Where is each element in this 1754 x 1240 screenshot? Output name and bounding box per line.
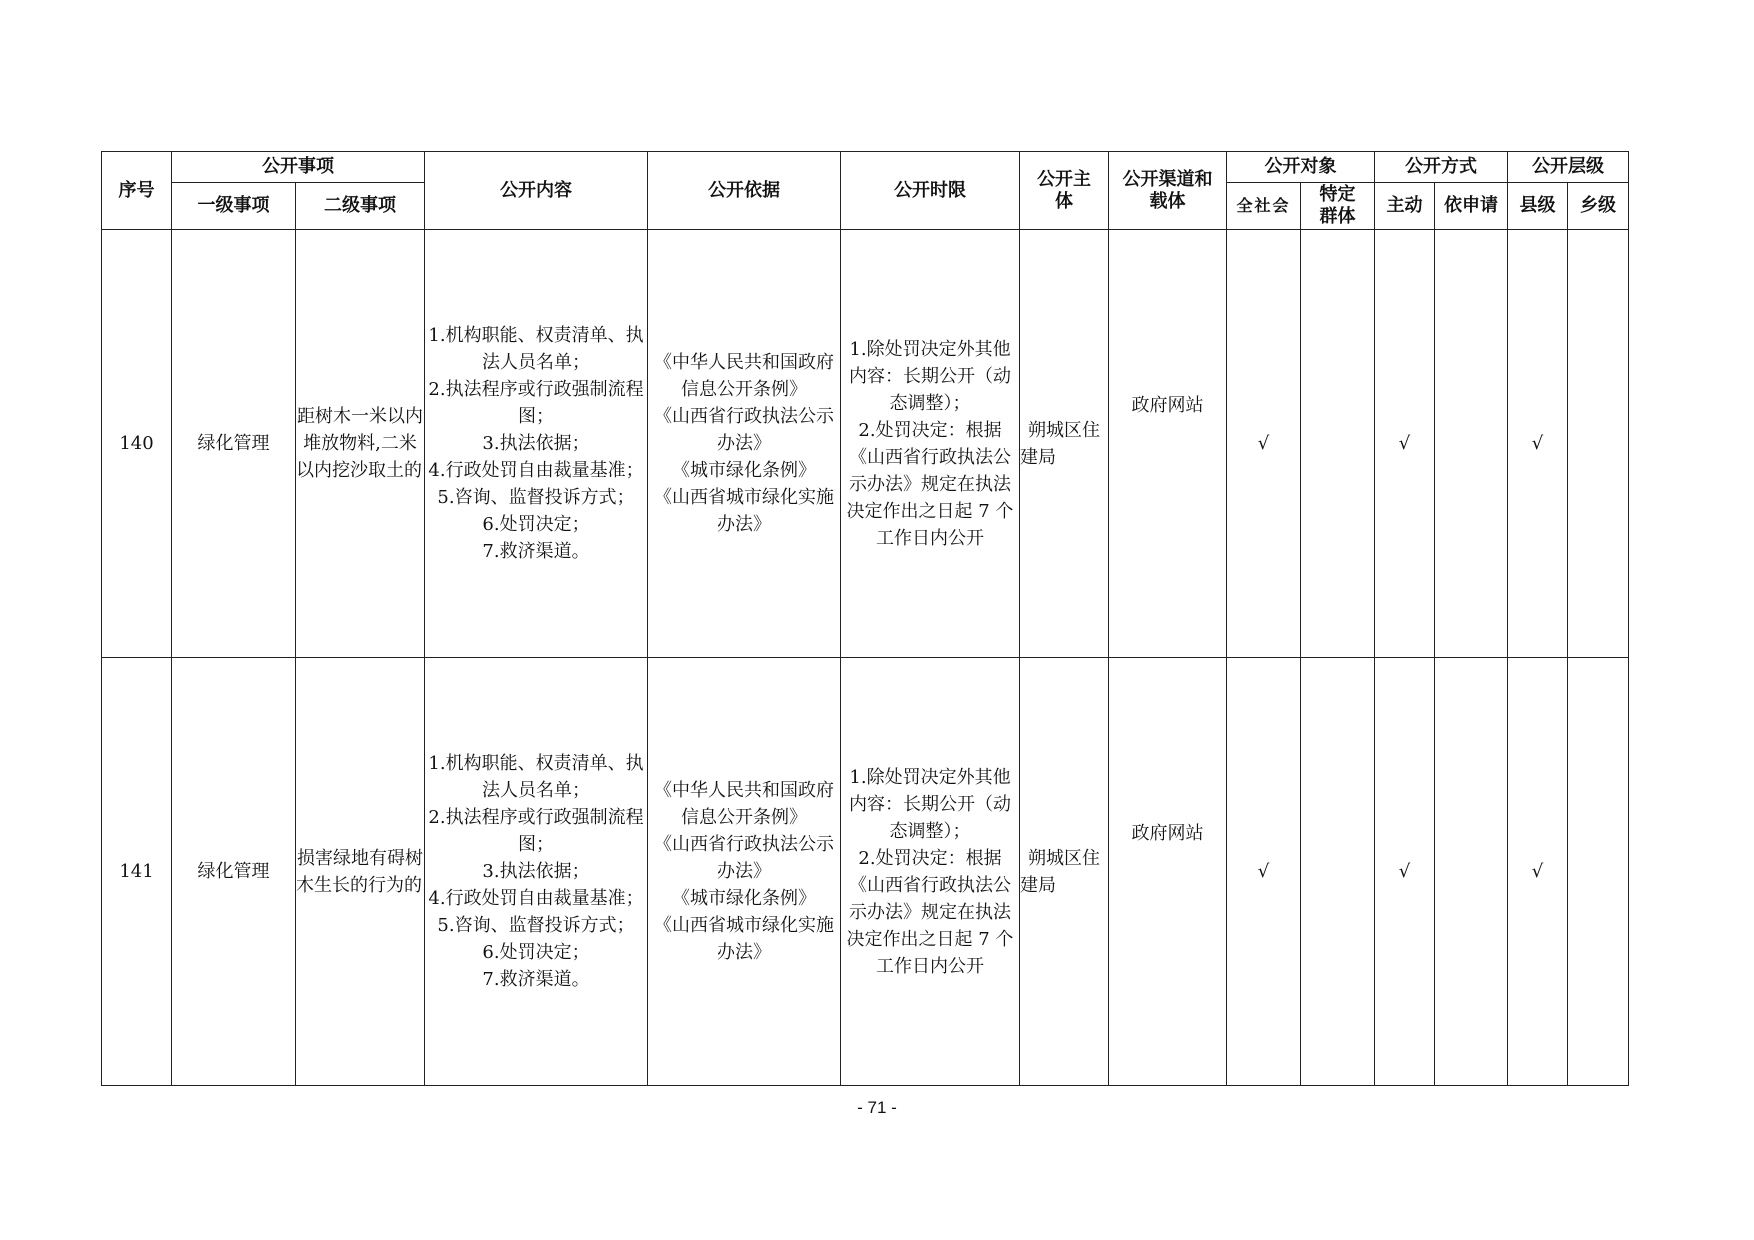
table-row bbox=[102, 658, 1629, 1086]
content-line: 6.处罚决定； bbox=[482, 514, 590, 535]
cell-seq: 141 bbox=[102, 658, 172, 1086]
header-target-all: 全社会 bbox=[1227, 183, 1301, 230]
disclosure-table bbox=[101, 151, 1629, 1086]
content-line: 3.执法依据； bbox=[482, 861, 590, 882]
cell-time-limit bbox=[841, 658, 1020, 1086]
cell-level2: 损害绿地有碍树木生长的行为的 bbox=[296, 658, 425, 1086]
header-level-group: 公开层级 bbox=[1508, 152, 1629, 183]
header-level-township: 乡级 bbox=[1568, 183, 1629, 230]
basis-line: 《城市绿化条例》 bbox=[672, 888, 816, 909]
content-line: 6.处罚决定； bbox=[482, 942, 590, 963]
channel-text: 政府网站 bbox=[1131, 822, 1204, 844]
header-content: 公开内容 bbox=[425, 152, 648, 230]
basis-line: 《山西省城市绿化实施办法》 bbox=[654, 915, 834, 963]
cell-level1: 绿化管理 bbox=[172, 230, 296, 658]
time-limit-line: 1.除处罚决定外其他内容：长期公开（动态调整）； bbox=[849, 338, 1011, 414]
content-line: 3.执法依据； bbox=[482, 433, 590, 454]
header-method-request: 依申请 bbox=[1435, 183, 1508, 230]
content-line: 5.咨询、监督投诉方式； bbox=[437, 915, 635, 936]
basis-line: 《中华人民共和国政府信息公开条例》 bbox=[654, 352, 834, 400]
content-line: 7.救济渠道。 bbox=[482, 541, 590, 562]
cell-target-specific bbox=[1301, 230, 1375, 658]
cell-method-active: √ bbox=[1375, 658, 1435, 1086]
table-body bbox=[102, 230, 1629, 1086]
cell-channel bbox=[1109, 658, 1227, 1086]
cell-basis bbox=[648, 658, 841, 1086]
cell-method-request bbox=[1435, 658, 1508, 1086]
cell-level2: 距树木一米以内堆放物料,二米以内挖沙取土的 bbox=[296, 230, 425, 658]
cell-subject: 朔城区住建局 bbox=[1020, 230, 1109, 658]
header-method-group: 公开方式 bbox=[1375, 152, 1508, 183]
content-line: 5.咨询、监督投诉方式； bbox=[437, 487, 635, 508]
cell-level-county: √ bbox=[1508, 230, 1568, 658]
time-limit-line: 1.除处罚决定外其他内容：长期公开（动态调整）； bbox=[849, 766, 1011, 842]
header-level1: 一级事项 bbox=[172, 183, 296, 230]
cell-level-township bbox=[1568, 658, 1629, 1086]
content-line: 2.执法程序或行政强制流程图； bbox=[428, 807, 644, 855]
header-level2: 二级事项 bbox=[296, 183, 425, 230]
basis-line: 《山西省行政执法公示办法》 bbox=[654, 834, 834, 882]
channel-text: 政府网站 bbox=[1131, 394, 1204, 416]
page-number: - 71 - bbox=[857, 1098, 897, 1117]
header-time-limit: 公开时限 bbox=[841, 152, 1020, 230]
content-line: 7.救济渠道。 bbox=[482, 969, 590, 990]
header-subject: 公开主体 bbox=[1020, 152, 1109, 230]
header-method-active: 主动 bbox=[1375, 183, 1435, 230]
time-limit-line: 2.处罚决定：根据《山西省行政执法公示办法》规定在执法决定作出之日起 7 个工作日内公开 bbox=[846, 847, 1014, 977]
cell-content bbox=[425, 230, 648, 658]
content-line: 1.机构职能、权责清单、执法人员名单； bbox=[428, 753, 644, 801]
header-level-county: 县级 bbox=[1508, 183, 1568, 230]
content-line: 4.行政处罚自由裁量基准； bbox=[428, 888, 644, 909]
cell-seq: 140 bbox=[102, 230, 172, 658]
cell-basis bbox=[648, 230, 841, 658]
cell-channel bbox=[1109, 230, 1227, 658]
table-header bbox=[102, 152, 1629, 230]
cell-level-county: √ bbox=[1508, 658, 1568, 1086]
cell-target-specific bbox=[1301, 658, 1375, 1086]
content-line: 4.行政处罚自由裁量基准； bbox=[428, 460, 644, 481]
header-channel: 公开渠道和载体 bbox=[1109, 152, 1227, 230]
header-target-group: 公开对象 bbox=[1227, 152, 1375, 183]
cell-target-all: √ bbox=[1227, 658, 1301, 1086]
header-basis: 公开依据 bbox=[648, 152, 841, 230]
cell-content bbox=[425, 658, 648, 1086]
cell-target-all: √ bbox=[1227, 230, 1301, 658]
cell-level-township bbox=[1568, 230, 1629, 658]
content-line: 2.执法程序或行政强制流程图； bbox=[428, 379, 644, 427]
basis-line: 《城市绿化条例》 bbox=[672, 460, 816, 481]
basis-line: 《中华人民共和国政府信息公开条例》 bbox=[654, 780, 834, 828]
cell-level1: 绿化管理 bbox=[172, 658, 296, 1086]
basis-line: 《山西省城市绿化实施办法》 bbox=[654, 487, 834, 535]
header-target-specific: 特定群体 bbox=[1301, 183, 1375, 230]
basis-line: 《山西省行政执法公示办法》 bbox=[654, 406, 834, 454]
time-limit-line: 2.处罚决定：根据《山西省行政执法公示办法》规定在执法决定作出之日起 7 个工作日内公开 bbox=[846, 419, 1014, 549]
header-matter-group: 公开事项 bbox=[172, 152, 425, 183]
cell-time-limit bbox=[841, 230, 1020, 658]
cell-method-request bbox=[1435, 230, 1508, 658]
content-line: 1.机构职能、权责清单、执法人员名单； bbox=[428, 325, 644, 373]
table-row bbox=[102, 230, 1629, 658]
header-seq: 序号 bbox=[102, 152, 172, 230]
cell-subject: 朔城区住建局 bbox=[1020, 658, 1109, 1086]
cell-method-active: √ bbox=[1375, 230, 1435, 658]
